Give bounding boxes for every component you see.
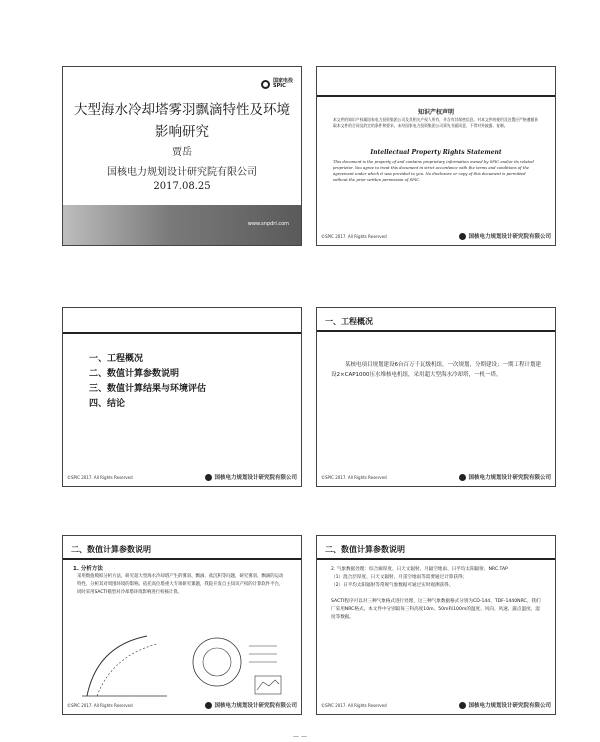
date: 2017.08.25: [153, 181, 211, 192]
overview-body: 某核电项目规划建设6台百万千瓦级机组，一次规划，分期建设；一期工程计划建设2×CAP1000压水堆核电机组，采用超大型海水冷却塔，一机一塔。: [331, 362, 542, 378]
met-body: [331, 566, 541, 622]
website-url: www.snpdri.com: [247, 221, 289, 227]
drift-circle: [193, 638, 241, 686]
footer-org: 国核电力规划设计研究院有限公司: [468, 475, 551, 481]
met-paragraph: 2. 气象数据处理：综合廊厚度、日天文辐射、月辐空地雨、日平均太阳辐射、NRC.TAP: [331, 567, 508, 572]
met-paragraph: （1）混合层厚度、日天文辐射、月雷空地雨等需要通过计算获得；: [331, 575, 468, 580]
section-header: [63, 536, 301, 560]
ip-heading-cn: 知识产权声明: [417, 109, 454, 116]
slide-footer: [321, 231, 551, 241]
section-header: [317, 308, 555, 332]
slide-ip-statement: [316, 66, 556, 246]
drift-circle: [203, 648, 231, 676]
slide-method: [62, 535, 302, 715]
ip-body-cn: 本文件的知识产权属国家电力投资集团公司及其相关产权人所有，并含有其保密信息。对本文件的使用及处置应严格遵循获取本文件的合同及约定的条件和要求。未经国家电力投资集团公司事先书面同意，不得对外披露、复制。: [333, 117, 539, 128]
section-header: [317, 536, 555, 560]
footer-org: 国核电力规划设计研究院有限公司: [468, 234, 551, 240]
plume-path: [87, 636, 147, 696]
copyright: ©SPIC 2017. All Rights Reserved: [321, 233, 387, 239]
ip-heading-en: Intellectual Property Rights Statement: [370, 149, 502, 156]
slide-footer: [67, 700, 297, 710]
met-paragraph: SACTI程序可以对三种气象格式进行处理，这三种气象数据格式分别为CD-144、TDF-1440NRC。我们厂采用NRC格式。本文件中分别取每三科高度10m、50m和100m的温度、风向、风速、露点温度、湿度等数据。: [331, 599, 541, 620]
org-logo-icon: [459, 233, 466, 240]
header-rule: [63, 332, 301, 334]
presentation-title: 大型海水冷却塔雾羽飘滴特性及环境影响研究: [74, 102, 290, 140]
slide-footer: [67, 472, 297, 482]
agenda-item: 三、数值计算结果与环境评估: [89, 384, 207, 394]
copyright: ©SPIC 2017. All Rights Reserved: [67, 702, 133, 708]
footer-org: 国核电力规划设计研究院有限公司: [214, 475, 297, 481]
plume-diagram: [77, 626, 287, 702]
slide-project-overview: [316, 307, 556, 487]
agenda-item: 四、结论: [89, 399, 126, 409]
met-paragraph: （2）日平均太阳辐射等常规气象数据可通过实时观测获得。: [331, 583, 454, 588]
mini-plot-line: [257, 680, 279, 690]
page-number: — —: [293, 733, 307, 740]
slide-footer: [321, 700, 551, 710]
agenda-item: 二、数值计算参数说明: [89, 369, 180, 379]
subheading: 1. 分析方法: [73, 566, 103, 572]
copyright: ©SPIC 2017. All Rights Reserved: [321, 474, 387, 480]
spic-logo: [261, 79, 293, 89]
author: 贾岳: [172, 147, 192, 158]
method-body: 采用数值模拟分析方法，研究超大型海水冷却塔产生的雾羽、飘滴、盐沉积等问题，研究雾羽、飘滴的运动特性，分析其对周围环境的影响。依托高位塔重大专项研究课题，我院开发自主知识产权的计算软件平台，同时采用SACTI模型对冷却塔环境影响进行校核计算。: [77, 574, 284, 595]
spic-logo-icon: [261, 80, 270, 89]
slide-met-data: [316, 535, 556, 715]
footer-org: 国核电力规划设计研究院有限公司: [214, 703, 297, 709]
ip-body-en: This document is the property of and contains proprietary information owned by SPIC and/or its related proprietor. You agree to treat this document in strict accordance with the terms and conditions of the agreement under which it was provided to you. No disclosure or copy of this document is permitted without the prior written permission of SPIC.: [333, 159, 534, 182]
brand-cn: 国家电投: [272, 78, 293, 84]
footer-org: 国核电力规划设计研究院有限公司: [468, 703, 551, 709]
section-title: 二、数值计算参数说明: [325, 545, 405, 554]
copyright: ©SPIC 2017. All Rights Reserved: [67, 474, 133, 480]
org-logo-icon: [459, 474, 466, 481]
header-rule: [317, 95, 555, 97]
plume-path: [97, 644, 157, 696]
org-logo-icon: [205, 474, 212, 481]
organization: 国核电力规划设计研究院有限公司: [107, 167, 257, 178]
section-title: 二、数值计算参数说明: [71, 545, 151, 554]
slide-agenda: [62, 307, 302, 487]
copyright: ©SPIC 2017. All Rights Reserved: [321, 702, 387, 708]
slide-title: [62, 66, 302, 246]
org-logo-icon: [459, 702, 466, 709]
brand-en: SPIC: [272, 83, 286, 89]
slide-footer: [321, 472, 551, 482]
agenda-item: 一、工程概况: [89, 354, 144, 364]
agenda-list: [89, 352, 206, 412]
org-logo-icon: [205, 702, 212, 709]
section-title: 一、工程概况: [325, 317, 373, 326]
